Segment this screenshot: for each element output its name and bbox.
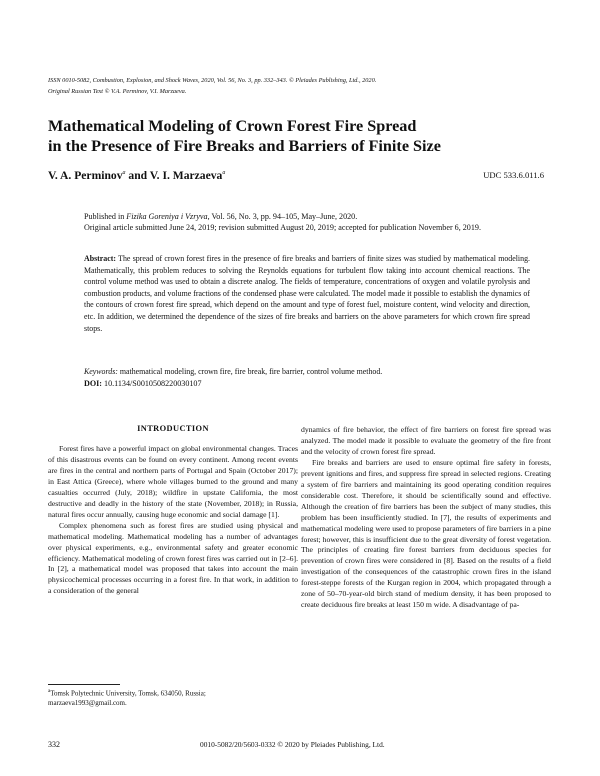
paragraph: dynamics of fire behavior, the effect of fire barriers on forest fire spread was analyzed. The model made it possible to evaluate the geometry of the fire front and the velocity of crown forest fire spread. [301, 425, 551, 456]
footnote-affiliation: Tomsk Polytechnic University, Tomsk, 634050, Russia; [50, 689, 206, 698]
original-text-credit: Original Russian Text © V.A. Perminov, V.I. Marzaeva. [48, 88, 187, 95]
journal-name: Fizika Goreniya i Vzryva [126, 212, 208, 221]
paper-title [48, 116, 508, 156]
submission-dates: Original article submitted June 24, 2019; revision submitted August 20, 2019; accepted for publication November 6, 2019. [84, 222, 481, 232]
page-number: 332 [48, 740, 60, 749]
journal-header-line: ISSN 0010-5082, Combustion, Explosion, and Shock Waves, 2020, Vol. 56, No. 3, pp. 332–343. © Pleiades Publishing, Ltd., 2020. [48, 77, 377, 84]
affiliation-mark-2: a [222, 170, 226, 177]
footnote-email[interactable]: marzaeva1993@gmail.com. [48, 698, 127, 707]
left-column [48, 444, 298, 597]
abstract [84, 253, 530, 334]
abstract-text: The spread of crown forest fires in the presence of fire breaks and barriers of finite sizes was studied by mathematical modeling. Mathematically, this problem reduces to solving the Reynolds equations for turbulent flow taking into account chemical reactions. The control volume method was used to obtain a discrete analog. The fields of temperature, concentrations of oxygen and volatile pyrolysis and combustion products, and volume fractions of the condensed phase were calculated. The model made it possible to establish the dynamics of the contours of crown forest fire spread, which depend on the amount and type of forest fuel, moisture content, wind velocity and direction, etc. In addition, we determined the dependence of the sizes of fire breaks and barriers on the above parameters for which crown fire spread stops. [84, 254, 530, 333]
title-line-2: in the Presence of Fire Breaks and Barriers of Finite Size [48, 137, 441, 155]
author-conjunction: and [125, 169, 150, 182]
keywords [84, 366, 530, 378]
paragraph: Fire breaks and barriers are used to ensure optimal fire safety in forests, prevent ignitions and fires, and suppress fire spread in selected regions. Creating a system of fire barriers and maintaining its good operating condition requires considerable cost. Therefore, it should be scientifically sound and effective. Although the creation of fire barriers has been the subject of many studies, this problem has been insufficiently studied. In [7], the results of experiments and mathematical modeling were used to propose parameters of fire barriers in a pine forest; however, this is insufficient due to the great diversity of forest vegetation. The principles of creating fire forest barriers from deciduous species for prevention of crown fires were considered in [8]. Based on the results of a field investigation of the consequences of the catastrophic crown fires in the island forest-steppe forests of the Kurgan region in 2004, which propagated through a zone of 50–70-year-old birch stand of medium density, it has been proposed to create deciduous fire breaks at least 150 m wide. A disadvantage of pa- [301, 457, 551, 610]
author-list [48, 169, 225, 182]
author-1: V. A. Perminov [48, 169, 123, 182]
keywords-label: Keywords: [84, 367, 118, 376]
right-column [301, 425, 551, 611]
section-heading-introduction: INTRODUCTION [137, 424, 209, 433]
doi [84, 379, 202, 388]
publication-info [84, 212, 536, 233]
published-suffix: , Vol. 56, No. 3, pp. 94–105, May–June, 2020. [207, 212, 358, 221]
author-2: V. I. Marzaeva [149, 169, 223, 182]
title-line-1: Mathematical Modeling of Crown Forest Fire Spread [48, 117, 417, 135]
doi-label: DOI: [84, 379, 102, 388]
udc-code: UDC 533.6.011.6 [483, 170, 544, 180]
abstract-label: Abstract: [84, 254, 116, 263]
doi-value: 10.1134/S0010508220030107 [102, 379, 202, 388]
affiliation-mark-1: a [122, 170, 126, 177]
paragraph: Complex phenomena such as forest fires are studied using physical and mathematical modeling. Mathematical modeling has a number of advantages over physical experiments, e.g., environmental safety and greater economic efficiency. Mathematical modeling of crown forest fires was carried out in [2–6]. In [2], a mathematical model was proposed that takes into account the main physicochemical processes occurring in a forest fire. In that work, in addition to a consideration of the general [48, 520, 298, 596]
affiliation-footnote [48, 687, 298, 708]
footnote-mark: a [48, 689, 51, 694]
published-prefix: Published in [84, 212, 127, 221]
keywords-text: mathematical modeling, crown fire, fire break, fire barrier, control volume method. [117, 367, 383, 376]
footnote-divider [48, 684, 120, 685]
footer-copyright: 0010-5082/20/5603-0332 © 2020 by Pleiades Publishing, Ltd. [200, 740, 385, 749]
paragraph: Forest fires have a powerful impact on global environmental changes. Traces of this disastrous events can be found on every continent. Among recent events are fires in the central and northern parts of Portugal and Spain (October 2017); in East Attica (Greece), where whole villages burned to the ground and many casualties occurred (July, 2018); wildfire in upstate California, the most destructive and deadly in the history of the state (November, 2018); in Russia, natural fires occur annually, causing huge economic and social damage [1]. [48, 444, 298, 519]
footnote-line-1 [48, 687, 298, 699]
published-in-line [84, 212, 536, 223]
